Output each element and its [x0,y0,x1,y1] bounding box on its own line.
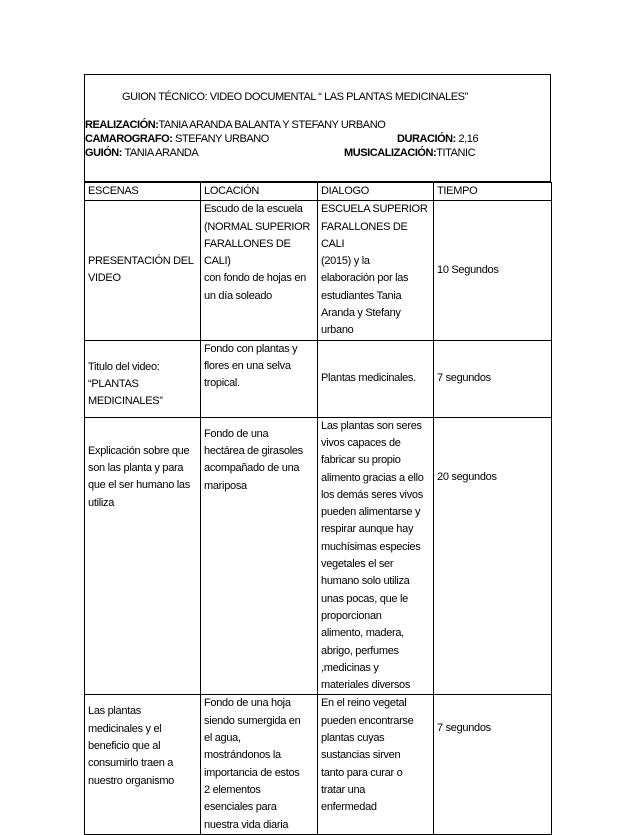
escena-cell [85,201,201,340]
realizacion-line [85,119,385,132]
dialogo-text: Plantas medicinales. [321,372,416,385]
locacion-cell [201,695,318,834]
camarografo-value: STEFANY URBANO [175,133,269,145]
camarografo-label: CAMAROGRAFO: [85,133,173,145]
escena-text: PRESENTACIÓN DEL VIDEO [88,255,194,285]
tiempo-cell [434,340,552,417]
dialogo-cell [318,201,434,340]
tiempo-cell [434,201,552,340]
locacion-text: Fondo de una hectárea de girasoles acompañado de una mariposa [204,427,303,492]
document-header [84,74,551,182]
column-header-dialogo: DIALOGO [318,183,434,201]
table-row [85,201,552,340]
column-header-escenas: ESCENAS [85,183,201,201]
dialogo-cell [318,340,434,417]
duracion-line [397,133,478,146]
locacion-text: Escudo de la escuela (NORMAL SUPERIOR FARALLONES DE CALI) con fondo de hojas en un día soleado [204,203,311,302]
locacion-text: Fondo con plantas y flores en una selva tropical. [204,342,298,390]
duracion-value: 2,16 [458,133,479,145]
dialogo-cell [318,417,434,695]
table-row [85,417,552,695]
musicalizacion-value: TITANIC [436,147,476,159]
guion-line [85,147,198,160]
escena-cell [85,417,201,695]
table-header-row [85,183,552,201]
document-page [84,74,551,835]
dialogo-text: Las plantas son seres vivos capaces de fabricar su propio alimento gracias a ello los demás seres vivos pueden alimentarse y respirar aunque hay muchísimas especies vegetales el ser humano solo utiliza unas pocas, que le proporcionan alimento, madera, abrigo, perfumes ,medicinas y materiales diversos [321,419,424,692]
locacion-cell [201,340,318,417]
tiempo-text: 10 Segundos [437,263,499,276]
locacion-cell [201,201,318,340]
column-header-tiempo: TIEMPO [434,183,552,201]
tiempo-text: 20 segundos [437,470,497,483]
escena-cell [85,340,201,417]
duracion-label: DURACIÓN: [397,133,456,145]
tiempo-cell [434,417,552,695]
locacion-text: Fondo de una hoja siendo sumergida en el agua, mostrándonos la importancia de estos 2 elementos esenciales para nuestra vida diaria [204,697,301,831]
camarografo-line [85,133,269,146]
guion-value: TANIA ARANDA [124,147,199,159]
realizacion-value: TANIA ARANDA BALANTA Y STEFANY URBANO [158,119,386,131]
escena-text: Las plantas medicinales y el beneficio que al consumirlo traen a nuestro organismo [88,705,175,787]
guion-label: GUIÓN: [85,147,123,159]
document-title: GUION TÉCNICO: VIDEO DOCUMENTAL “ LAS PLANTAS MEDICINALES” [122,91,468,103]
dialogo-text: ESCUELA SUPERIOR FARALLONES DE CALI (2015) y la elaboración por las estudiantes Tania Aranda y Stefany urbano [321,203,428,337]
tiempo-text: 7 segundos [437,372,491,385]
escena-cell [85,695,201,834]
locacion-cell [201,417,318,695]
musicalizacion-line [344,147,475,160]
escena-text: Titulo del video: “PLANTAS MEDICINALES” [88,360,163,408]
musicalizacion-label: MUSICALIZACIÓN: [344,147,437,159]
dialogo-text: En el reino vegetal pueden encontrarse plantas cuyas sustancias sirven tanto para curar o tratar una enfermedad [321,697,414,814]
tiempo-text: 7 segundos [437,722,491,735]
table-row [85,340,552,417]
realizacion-label: REALIZACIÓN: [85,119,159,131]
tiempo-cell [434,695,552,834]
script-table [84,182,552,835]
table-row [85,695,552,834]
dialogo-cell [318,695,434,834]
column-header-locacion: LOCACIÓN [201,183,318,201]
escena-text: Explicación sobre que son las planta y para que el ser humano las utiliza [88,444,190,509]
